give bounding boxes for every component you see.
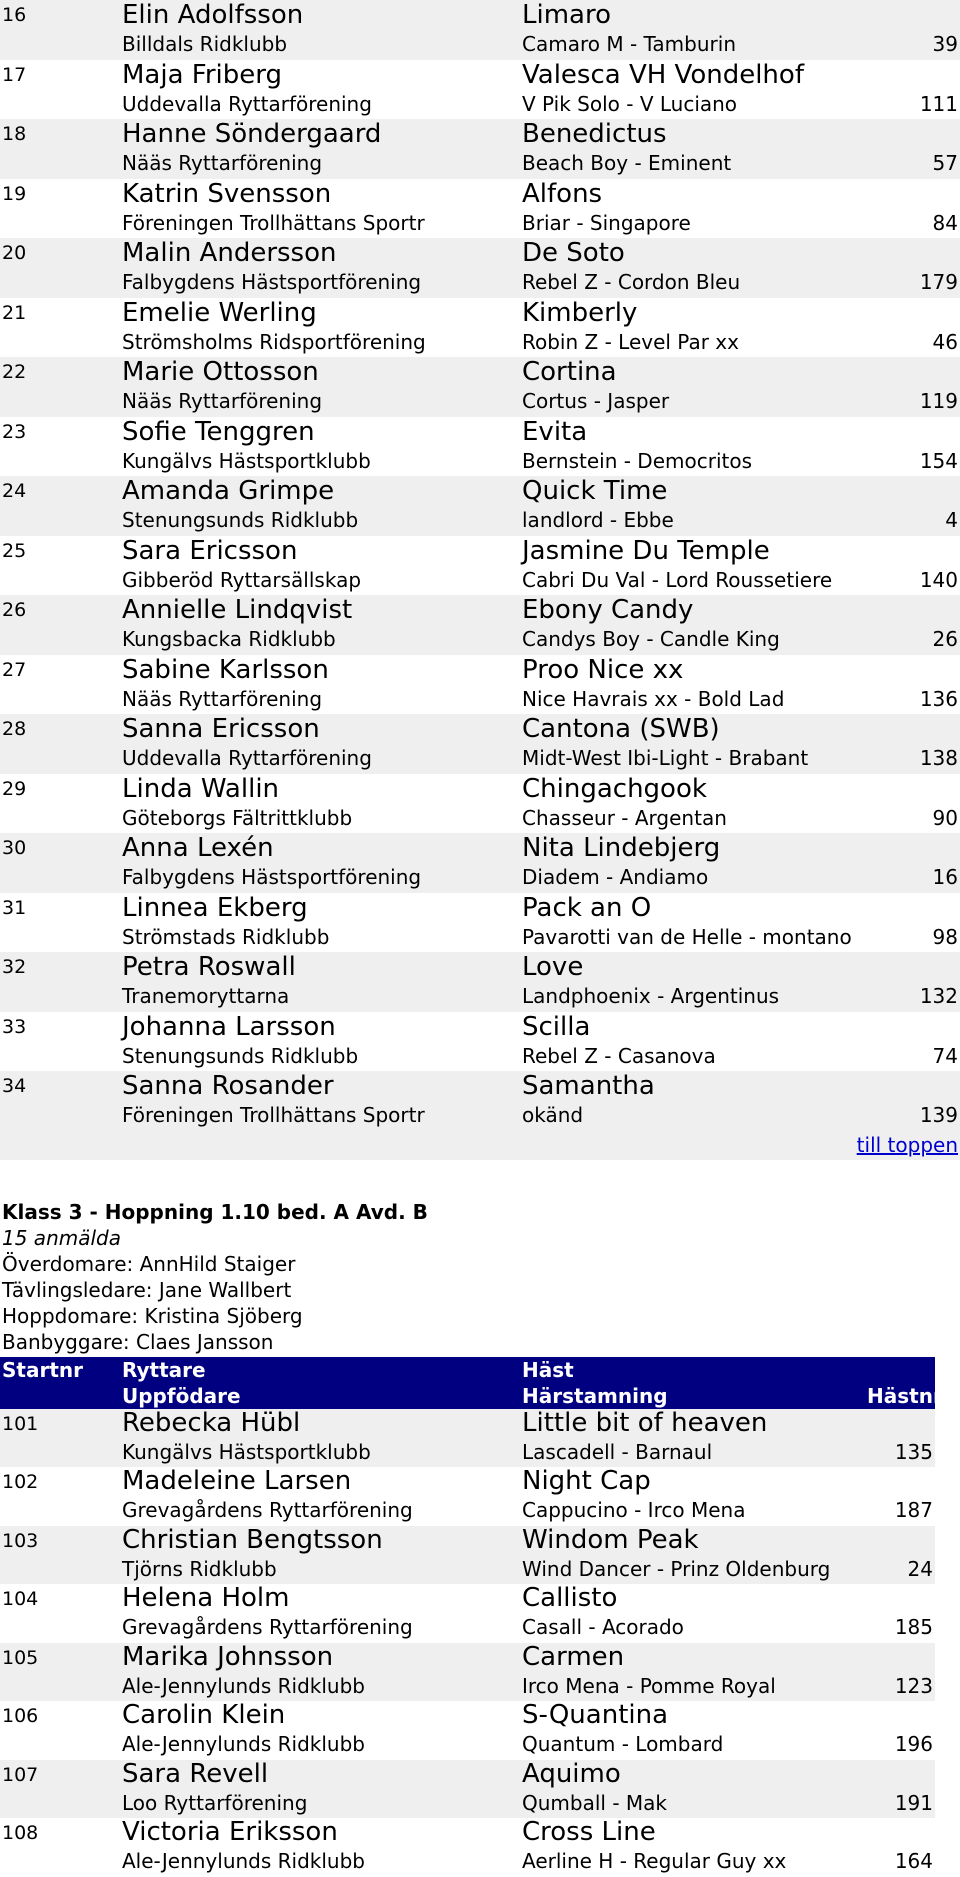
club-name: Falbygdens Hästsportförening — [120, 268, 520, 298]
empty-cell — [890, 1012, 960, 1042]
table-row-detail — [0, 149, 960, 179]
horse-name: Scilla — [522, 1011, 591, 1042]
club-name: Loo Ryttarförening — [120, 1789, 520, 1819]
table-row-detail — [0, 328, 960, 358]
table-row-detail — [0, 685, 960, 715]
official-jump-judge: Hoppdomare: Kristina Sjöberg — [2, 1303, 303, 1328]
rider-name: Carolin Klein — [122, 1700, 286, 1730]
club-name: Uddevalla Ryttarförening — [120, 744, 520, 774]
table-row — [0, 1012, 960, 1042]
rider-name: Malin Andersson — [120, 238, 520, 268]
horse-number: 57 — [890, 149, 960, 179]
club-name: Ale-Jennylunds Ridklubb — [120, 1672, 520, 1702]
pedigree: Lascadell - Barnaul — [520, 1438, 865, 1468]
pedigree: V Pik Solo - V Luciano — [522, 91, 738, 116]
horse-name: Cross Line — [522, 1817, 656, 1847]
empty-cell — [865, 1643, 935, 1672]
club-name: Tranemoryttarna — [120, 982, 520, 1012]
pedigree: okänd — [520, 1101, 890, 1131]
rider-name: Petra Roswall — [120, 952, 520, 982]
club-name: Föreningen Trollhättans Sportr — [122, 210, 425, 235]
empty-cell — [0, 685, 120, 715]
club-name: Uddevalla Ryttarförening — [122, 91, 372, 116]
entries-header-class3 — [0, 1357, 943, 1409]
pedigree: Irco Mena - Pomme Royal — [520, 1672, 865, 1702]
rider-name: Victoria Eriksson — [122, 1817, 338, 1847]
rider-name: Sabine Karlsson — [122, 654, 329, 685]
pedigree: Diadem - Andiamo — [520, 863, 890, 893]
start-number: 101 — [0, 1409, 120, 1438]
horse-number: 164 — [894, 1849, 933, 1873]
club-name: Ale-Jennylunds Ridklubb — [122, 1849, 365, 1873]
club-name: Ale-Jennylunds Ridklubb — [122, 1732, 365, 1756]
rider-name: Madeleine Larsen — [122, 1466, 352, 1496]
rider-name: Sara Revell — [120, 1760, 520, 1789]
table-row-detail — [0, 1613, 935, 1643]
horse-name: Pack an O — [522, 892, 652, 923]
empty-cell — [0, 923, 120, 953]
rider-name: Rebecka Hübl — [120, 1409, 520, 1438]
empty-cell — [0, 1730, 120, 1760]
horse-number: 135 — [865, 1438, 935, 1468]
pedigree: Casall - Acorado — [522, 1615, 684, 1639]
empty-cell — [0, 804, 120, 834]
club-name: Nääs Ryttarförening — [122, 686, 323, 711]
rider-name: Helena Holm — [122, 1583, 290, 1613]
table-row-detail — [0, 923, 960, 953]
pedigree: Chasseur - Argentan — [522, 805, 727, 830]
horse-number: 39 — [890, 30, 960, 60]
horse-number: 24 — [865, 1555, 935, 1585]
empty-cell — [0, 566, 120, 596]
empty-cell — [0, 1613, 120, 1643]
table-row-detail — [0, 447, 960, 477]
table-row — [0, 1409, 935, 1438]
start-number: 106 — [2, 1705, 39, 1727]
horse-number: 139 — [890, 1101, 960, 1131]
start-number: 104 — [2, 1588, 39, 1610]
rider-name: Johanna Larsson — [122, 1011, 336, 1042]
horse-number: 179 — [890, 268, 960, 298]
table-row — [0, 476, 960, 506]
horse-name: Carmen — [520, 1643, 865, 1672]
start-number: 32 — [0, 952, 120, 982]
pedigree: Cortus - Jasper — [520, 387, 890, 417]
club-name: Göteborgs Fältrittklubb — [122, 805, 353, 830]
start-number: 102 — [2, 1471, 39, 1493]
empty-cell — [0, 1496, 120, 1526]
table-row-detail — [0, 1789, 935, 1819]
horse-number: 111 — [919, 91, 958, 116]
rider-name: Sofie Tenggren — [122, 416, 315, 447]
club-name: Kungälvs Hästsportklubb — [120, 1438, 520, 1468]
entries-table-body — [0, 1409, 935, 1877]
start-number: 20 — [0, 238, 120, 268]
top-link-row — [0, 1131, 960, 1160]
table-row — [0, 60, 960, 90]
table-row — [0, 298, 960, 328]
pedigree: Candys Boy - Candle King — [520, 625, 890, 655]
table-row-detail — [0, 209, 960, 239]
horse-name: Love — [520, 952, 890, 982]
horse-name: Cortina — [520, 357, 890, 387]
club-name: Billdals Ridklubb — [120, 30, 520, 60]
back-to-top-link[interactable]: till toppen — [856, 1132, 958, 1157]
empty-cell — [890, 179, 960, 209]
empty-cell — [0, 1672, 120, 1702]
empty-cell — [890, 298, 960, 328]
horse-number: 123 — [865, 1672, 935, 1702]
empty-cell — [0, 268, 120, 298]
horse-name: De Soto — [520, 238, 890, 268]
horse-number: 90 — [932, 805, 958, 830]
start-number: 28 — [0, 714, 120, 744]
table-row — [0, 714, 960, 744]
empty-cell — [890, 833, 960, 863]
empty-cell — [865, 1584, 935, 1613]
horse-number: 136 — [919, 686, 958, 711]
empty-cell — [0, 1438, 120, 1468]
horse-name: Windom Peak — [520, 1526, 865, 1555]
empty-cell — [890, 774, 960, 804]
header-harstamning: Härstamning — [520, 1383, 865, 1409]
horse-name: Little bit of heaven — [520, 1409, 865, 1438]
pedigree: Cabri Du Val - Lord Roussetiere — [522, 567, 833, 592]
rider-name: Marika Johnsson — [120, 1643, 520, 1672]
horse-number: 46 — [932, 329, 958, 354]
pedigree: Rebel Z - Cordon Bleu — [520, 268, 890, 298]
empty-cell — [890, 655, 960, 685]
start-number: 108 — [2, 1822, 39, 1844]
empty-cell — [0, 982, 120, 1012]
table-row-detail — [0, 1555, 935, 1585]
horse-number: 4 — [890, 506, 960, 536]
horse-number: 98 — [932, 924, 958, 949]
pedigree: Briar - Singapore — [522, 210, 691, 235]
pedigree: Wind Dancer - Prinz Oldenburg — [520, 1555, 865, 1585]
empty-cell — [865, 1409, 935, 1438]
pedigree: Camaro M - Tamburin — [520, 30, 890, 60]
horse-number: 132 — [890, 982, 960, 1012]
start-number: 30 — [0, 833, 120, 863]
empty-cell — [0, 1847, 120, 1877]
rider-name: Amanda Grimpe — [120, 476, 520, 506]
table-row — [0, 238, 960, 268]
horse-name: Evita — [522, 416, 588, 447]
pedigree: Rebel Z - Casanova — [522, 1043, 716, 1068]
rider-name: Sanna Rosander — [120, 1071, 520, 1101]
horse-name: Kimberly — [522, 297, 638, 328]
club-name: Strömsholms Ridsportförening — [122, 329, 426, 354]
table-row-detail — [0, 1438, 935, 1468]
rider-name: Marie Ottosson — [120, 357, 520, 387]
official-competition-manager: Tävlingsledare: Jane Wallbert — [2, 1277, 292, 1302]
table-row-detail — [0, 1042, 960, 1072]
club-name: Stenungsunds Ridklubb — [122, 1043, 359, 1068]
pedigree: Robin Z - Level Par xx — [522, 329, 739, 354]
club-name: Kungälvs Hästsportklubb — [122, 448, 371, 473]
rider-name: Annielle Lindqvist — [120, 595, 520, 625]
empty-cell — [890, 60, 960, 90]
header-startnr: Startnr — [0, 1357, 120, 1383]
start-number: 105 — [0, 1643, 120, 1672]
rider-name: Katrin Svensson — [122, 178, 332, 209]
pedigree: Landphoenix - Argentinus — [520, 982, 890, 1012]
empty-cell — [890, 893, 960, 923]
horse-name: Quick Time — [520, 476, 890, 506]
header-hastnr: Hästnr — [867, 1383, 943, 1408]
table-row-detail — [0, 90, 960, 120]
table-row — [0, 833, 960, 863]
horse-number: 119 — [890, 387, 960, 417]
table-row-detail — [0, 1672, 935, 1702]
pedigree: Aerline H - Regular Guy xx — [522, 1849, 787, 1873]
class-3-section — [0, 1199, 960, 1355]
table-row — [0, 1701, 935, 1730]
table-row-detail — [0, 506, 960, 536]
club-name: Falbygdens Hästsportförening — [120, 863, 520, 893]
horse-name: Proo Nice xx — [522, 654, 684, 685]
table-row-detail — [0, 268, 960, 298]
header-row-2 — [0, 1383, 935, 1409]
table-row-detail — [0, 30, 960, 60]
empty-cell — [0, 30, 120, 60]
entries-table-class3 — [0, 1409, 935, 1877]
club-name: Grevagårdens Ryttarförening — [122, 1615, 413, 1639]
empty-cell — [0, 625, 120, 655]
header-hast: Häst — [520, 1357, 865, 1383]
empty-cell — [0, 1555, 120, 1585]
pedigree: Qumball - Mak — [520, 1789, 865, 1819]
pedigree: Beach Boy - Eminent — [520, 149, 890, 179]
table-row-detail — [0, 1730, 935, 1760]
club-name: Föreningen Trollhättans Sportr — [120, 1101, 520, 1131]
start-number: 33 — [2, 1015, 27, 1038]
start-number: 103 — [0, 1526, 120, 1555]
horse-name: Cantona (SWB) — [520, 714, 890, 744]
table-row-detail — [0, 982, 960, 1012]
class-title: Klass 3 - Hoppning 1.10 bed. A Avd. B — [2, 1199, 428, 1224]
pedigree: Midt-West Ibi-Light - Brabant — [520, 744, 890, 774]
rider-name: Emelie Werling — [122, 297, 317, 328]
rider-name: Linnea Ekberg — [122, 892, 308, 923]
empty-cell — [0, 328, 120, 358]
table-row — [0, 774, 960, 804]
header-empty — [0, 1383, 120, 1409]
horse-name: Nita Lindebjerg — [520, 833, 890, 863]
rider-name: Maja Friberg — [122, 59, 282, 90]
empty-cell — [890, 952, 960, 982]
horse-number: 154 — [919, 448, 958, 473]
horse-number: 84 — [932, 210, 958, 235]
empty-cell — [865, 1467, 935, 1496]
empty-cell — [890, 357, 960, 387]
rider-name: Christian Bengtsson — [120, 1526, 520, 1555]
start-number: 21 — [2, 301, 27, 324]
empty-cell — [890, 119, 960, 149]
table-row-detail — [0, 744, 960, 774]
table-row — [0, 536, 960, 566]
horse-number: 140 — [919, 567, 958, 592]
empty-cell — [0, 447, 120, 477]
club-name: Nääs Ryttarförening — [120, 387, 520, 417]
start-number: 22 — [0, 357, 120, 387]
empty-cell — [0, 387, 120, 417]
horse-name: Alfons — [522, 178, 603, 209]
pedigree: Cappucino - Irco Mena — [522, 1498, 746, 1522]
official-course-builder: Banbyggare: Claes Jansson — [2, 1329, 274, 1354]
empty-cell — [890, 714, 960, 744]
official-head-judge: Överdomare: AnnHild Staiger — [2, 1251, 296, 1276]
club-name: Strömstads Ridklubb — [122, 924, 330, 949]
horse-name: Benedictus — [520, 119, 890, 149]
empty-cell — [890, 0, 960, 30]
table-row — [0, 357, 960, 387]
rider-name: Sara Ericsson — [122, 535, 298, 566]
table-row — [0, 1760, 935, 1789]
empty-cell — [890, 1071, 960, 1101]
empty-cell — [0, 209, 120, 239]
horse-number: 74 — [932, 1043, 958, 1068]
rider-name: Anna Lexén — [120, 833, 520, 863]
header-empty — [865, 1357, 935, 1383]
empty-cell — [890, 417, 960, 447]
pedigree: landlord - Ebbe — [520, 506, 890, 536]
table-row-detail — [0, 1101, 960, 1131]
table-row — [0, 1467, 935, 1496]
horse-number: 26 — [890, 625, 960, 655]
empty-cell — [865, 1701, 935, 1730]
entry-count: 15 anmälda — [2, 1225, 121, 1250]
rider-name: Elin Adolfsson — [120, 0, 520, 30]
start-number: 25 — [2, 539, 27, 562]
empty-cell — [0, 506, 120, 536]
horse-name: Ebony Candy — [520, 595, 890, 625]
club-name: Nääs Ryttarförening — [120, 149, 520, 179]
pedigree: Quantum - Lombard — [522, 1732, 724, 1756]
start-number: 34 — [0, 1071, 120, 1101]
empty-cell — [865, 1818, 935, 1847]
empty-cell — [890, 536, 960, 566]
table-row — [0, 595, 960, 625]
club-name: Stenungsunds Ridklubb — [120, 506, 520, 536]
start-number: 31 — [2, 896, 27, 919]
header-uppfodare: Uppfödare — [120, 1383, 520, 1409]
table-row-detail — [0, 625, 960, 655]
table-row — [0, 1071, 960, 1101]
table-row — [0, 1818, 935, 1847]
empty-cell — [865, 1760, 935, 1789]
horse-number: 185 — [894, 1615, 933, 1639]
start-number: 27 — [2, 658, 27, 681]
start-number: 29 — [2, 777, 27, 800]
table-row — [0, 179, 960, 209]
empty-cell — [0, 1789, 120, 1819]
empty-cell — [0, 1042, 120, 1072]
table-row-detail — [0, 804, 960, 834]
club-name: Gibberöd Ryttarsällskap — [122, 567, 362, 592]
pedigree: Nice Havrais xx - Bold Lad — [522, 686, 785, 711]
start-number: 26 — [0, 595, 120, 625]
empty-cell — [0, 149, 120, 179]
table-row-detail — [0, 1847, 935, 1877]
table-row-detail — [0, 387, 960, 417]
club-name: Grevagårdens Ryttarförening — [122, 1498, 413, 1522]
horse-name: Callisto — [522, 1583, 618, 1613]
table-row-detail — [0, 863, 960, 893]
table-row — [0, 952, 960, 982]
horse-number: 196 — [894, 1732, 933, 1756]
header-row-1 — [0, 1357, 935, 1383]
start-number: 17 — [2, 63, 27, 86]
empty-cell — [0, 90, 120, 120]
table-row-detail — [0, 566, 960, 596]
table-row-detail — [0, 1496, 935, 1526]
start-number: 24 — [0, 476, 120, 506]
start-number: 19 — [2, 182, 27, 205]
rider-name: Linda Wallin — [122, 773, 280, 804]
table-row — [0, 655, 960, 685]
empty-cell — [0, 863, 120, 893]
horse-name: Jasmine Du Temple — [522, 535, 770, 566]
empty-cell — [0, 1101, 120, 1131]
table-row — [0, 1643, 935, 1672]
table-row — [0, 417, 960, 447]
table-row — [0, 1526, 935, 1555]
horse-name: S-Quantina — [522, 1700, 669, 1730]
horse-name: Chingachgook — [522, 773, 707, 804]
horse-number: 191 — [865, 1789, 935, 1819]
start-number: 107 — [0, 1760, 120, 1789]
horse-number: 16 — [890, 863, 960, 893]
header-ryttare: Ryttare — [120, 1357, 520, 1383]
pedigree: Pavarotti van de Helle - montano — [522, 924, 852, 949]
start-number: 18 — [0, 119, 120, 149]
pedigree: Bernstein - Democritos — [522, 448, 752, 473]
horse-name: Samantha — [520, 1071, 890, 1101]
table-row — [0, 1584, 935, 1613]
horse-number: 138 — [890, 744, 960, 774]
empty-cell — [890, 476, 960, 506]
rider-name: Hanne Söndergaard — [120, 119, 520, 149]
empty-cell — [890, 595, 960, 625]
horse-name: Limaro — [520, 0, 890, 30]
horse-number: 187 — [894, 1498, 933, 1522]
empty-cell — [0, 744, 120, 774]
empty-cell — [890, 238, 960, 268]
horse-name: Valesca VH Vondelhof — [522, 59, 804, 90]
table-row — [0, 0, 960, 30]
horse-name: Night Cap — [522, 1466, 651, 1496]
club-name: Kungsbacka Ridklubb — [120, 625, 520, 655]
rider-name: Sanna Ericsson — [120, 714, 520, 744]
start-number: 16 — [0, 0, 120, 30]
table-row — [0, 893, 960, 923]
start-number: 23 — [2, 420, 27, 443]
club-name: Tjörns Ridklubb — [120, 1555, 520, 1585]
empty-cell — [865, 1526, 935, 1555]
table-row — [0, 119, 960, 149]
horse-name: Aquimo — [520, 1760, 865, 1789]
